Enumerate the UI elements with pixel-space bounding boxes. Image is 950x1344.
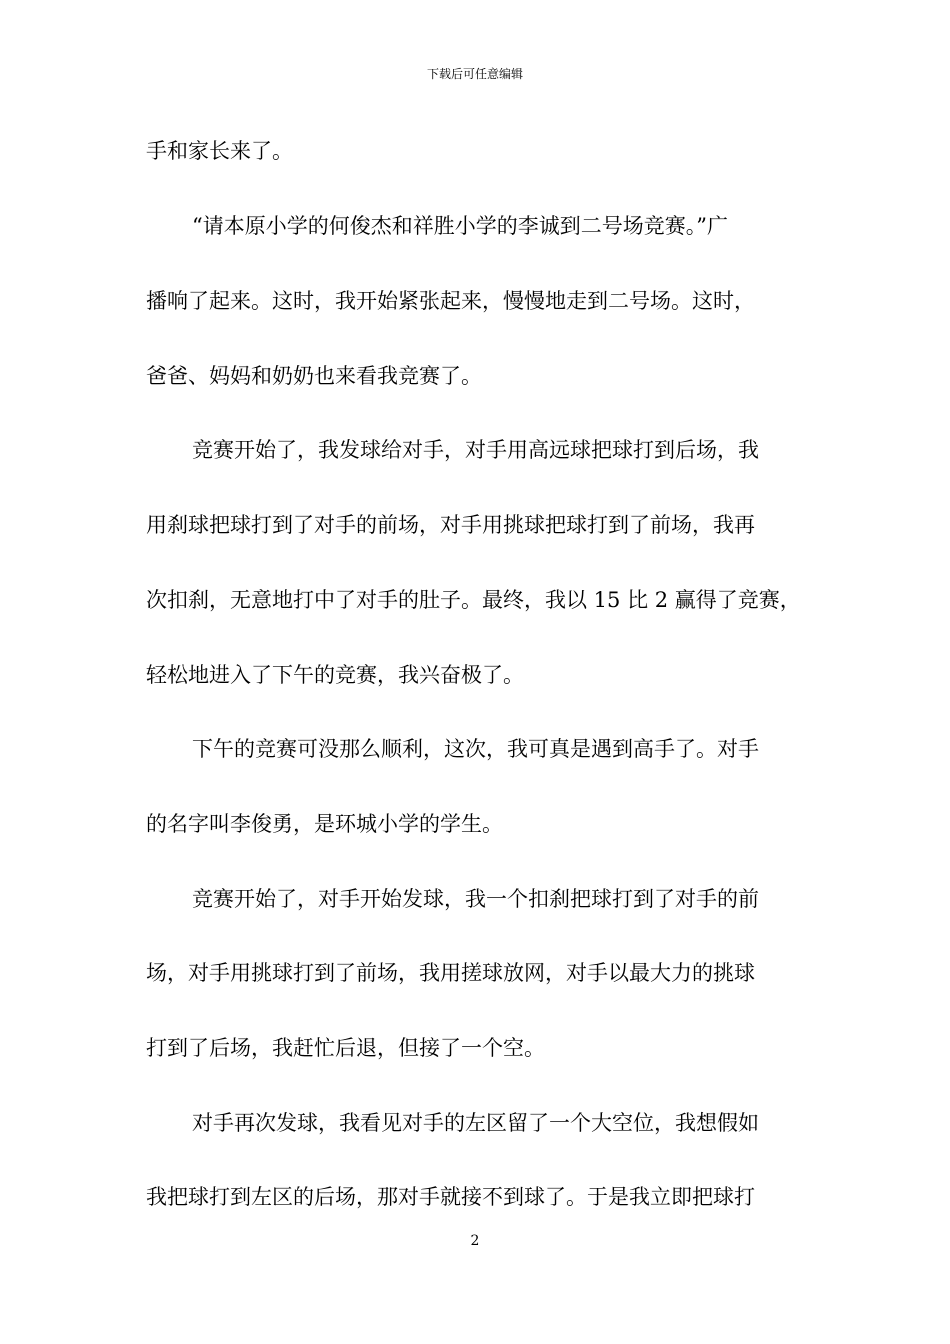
text-line: 竞赛开始了，我发球给对手，对手用高远球把球打到后场，我 bbox=[192, 438, 759, 462]
text-line: 我把球打到左区的后场，那对手就接不到球了。于是我立即把球打 bbox=[146, 1185, 755, 1209]
text-line: 轻松地进入了下午的竞赛，我兴奋极了。 bbox=[146, 663, 524, 687]
text-line: 爸爸、妈妈和奶奶也来看我竞赛了。 bbox=[146, 364, 482, 388]
text-line: 的名字叫李俊勇，是环城小学的学生。 bbox=[146, 812, 503, 836]
text-line: “请本原小学的何俊杰和祥胜小学的李诚到二号场竞赛。”广 bbox=[192, 214, 728, 238]
text-line: 竞赛开始了，对手开始发球，我一个扣刹把球打到了对手的前 bbox=[192, 887, 759, 911]
text-line: 对手再次发球，我看见对手的左区留了一个大空位，我想假如 bbox=[192, 1111, 759, 1135]
text-line: 打到了后场，我赶忙后退，但接了一个空。 bbox=[146, 1036, 545, 1060]
text-line: 手和家长来了。 bbox=[146, 139, 293, 163]
text-line: 用刹球把球打到了对手的前场，对手用挑球把球打到了前场，我再 bbox=[146, 513, 755, 537]
page-header: 下载后可任意编辑 bbox=[426, 67, 523, 81]
text-line: 播响了起来。这时，我开始紧张起来，慢慢地走到二号场。这时， bbox=[146, 289, 755, 313]
page-number: 2 bbox=[470, 1233, 480, 1249]
text-line: 次扣刹，无意地打中了对手的肚子。最终，我以 15 比 2 赢得了竞赛， bbox=[146, 588, 801, 612]
text-line: 下午的竞赛可没那么顺利，这次，我可真是遇到高手了。对手 bbox=[192, 737, 759, 761]
text-line: 场，对手用挑球打到了前场，我用搓球放网，对手以最大力的挑球 bbox=[146, 961, 755, 985]
